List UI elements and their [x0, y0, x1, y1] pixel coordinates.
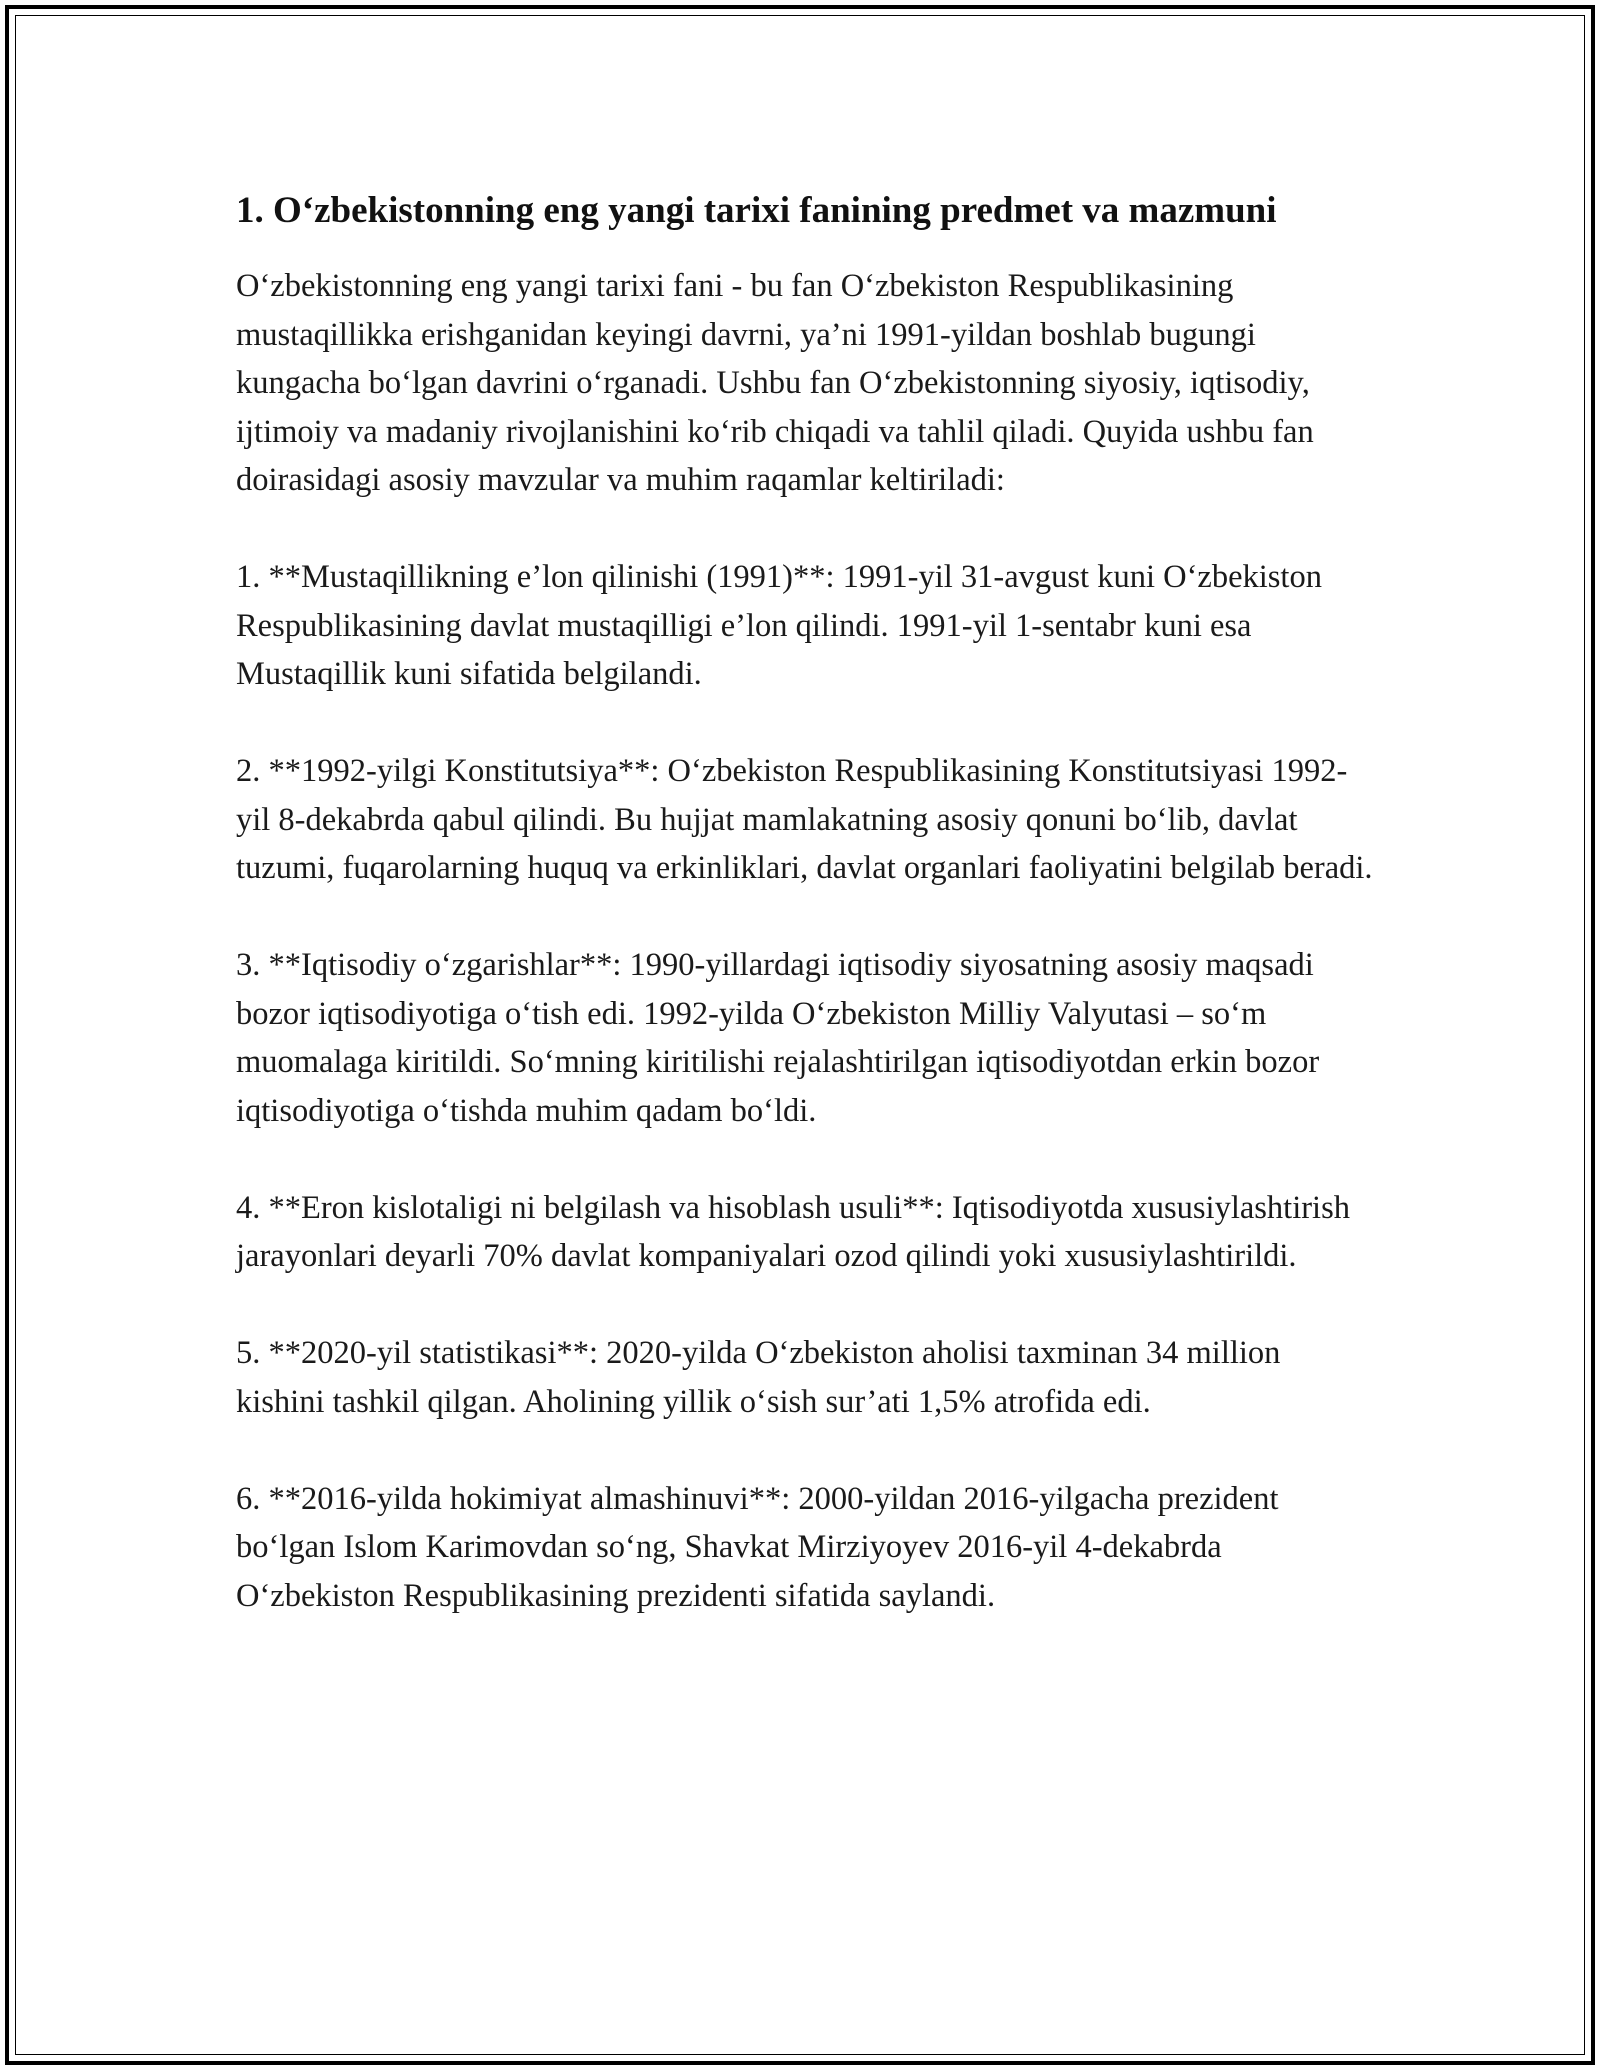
list-item-6: 6. **2016-yilda hokimiyat almashinuvi**: 2000-yildan 2016-yilgacha prezident bo‘lgan Islom Karimovdan so‘ng, Shavkat Mirziyoyev 2016-yil 4-dekabrda O‘zbekiston Respublikasining prezidenti sifatida saylandi.	[236, 1480, 1279, 1614]
list-item-2: 2. **1992-yilgi Konstitutsiya**: O‘zbekiston Respublikasining Konstitutsiyasi 1992-yil 8-dekabrda qabul qilindi. Bu hujjat mamlakatning asosiy qonuni bo‘lib, davlat tuzumi, fuqarolarning huquq va erkinliklari, davlat organlari faoliyatini belgilab beradi.	[236, 753, 1373, 886]
list-item-5: 5. **2020-yil statistikasi**: 2020-yilda O‘zbekiston aholisi taxminan 34 million kishini tashkil qilgan. Aholining yillik o‘sish sur’ati 1,5% atrofida edi.	[236, 1335, 1281, 1420]
intro-paragraph: O‘zbekistonning eng yangi tarixi fani - bu fan O‘zbekiston Respublikasining mustaqillikka erishganidan keyingi davrni, ya’ni 1991-yildan boshlab bugungi kungacha bo‘lgan davrini o‘rganadi. Ushbu fan O‘zbekistonning siyosiy, iqtisodiy, ijtimoiy va madaniy rivojlanishini ko‘rib chiqadi va tahlil qiladi. Quyida ushbu fan doirasidagi asosiy mavzular va muhim raqamlar keltiriladi:	[236, 268, 1314, 498]
list-item-1: 1. **Mustaqillikning e’lon qilinishi (1991)**: 1991-yil 31-avgust kuni O‘zbekiston Respublikasining davlat mustaqilligi e’lon qilindi. 1991-yil 1-sentabr kuni esa Mustaqillik kuni sifatida belgilandi.	[236, 559, 1322, 692]
list-item-4: 4. **Eron kislotaligi ni belgilash va hisoblash usuli**: Iqtisodiyotda xususiylashtirish jarayonlari deyarli 70% davlat kompaniyalari ozod qilindi yoki xususiylashtirildi.	[236, 1189, 1350, 1274]
list-item-3: 3. **Iqtisodiy o‘zgarishlar**: 1990-yillardagi iqtisodiy siyosatning asosiy maqsadi bozor iqtisodiyotiga o‘tish edi. 1992-yilda O‘zbekiston Milliy Valyutasi – so‘m muomalaga kiritildi. So‘mning kiritilishi rejalashtirilgan iqtisodiyotdan erkin bozor iqtisodiyotiga o‘tishda muhim qadam bo‘ldi.	[236, 947, 1320, 1129]
document-body	[236, 186, 1376, 1620]
document-title: 1. O‘zbekistonning eng yangi tarixi fanining predmet va mazmuni	[236, 190, 1277, 231]
